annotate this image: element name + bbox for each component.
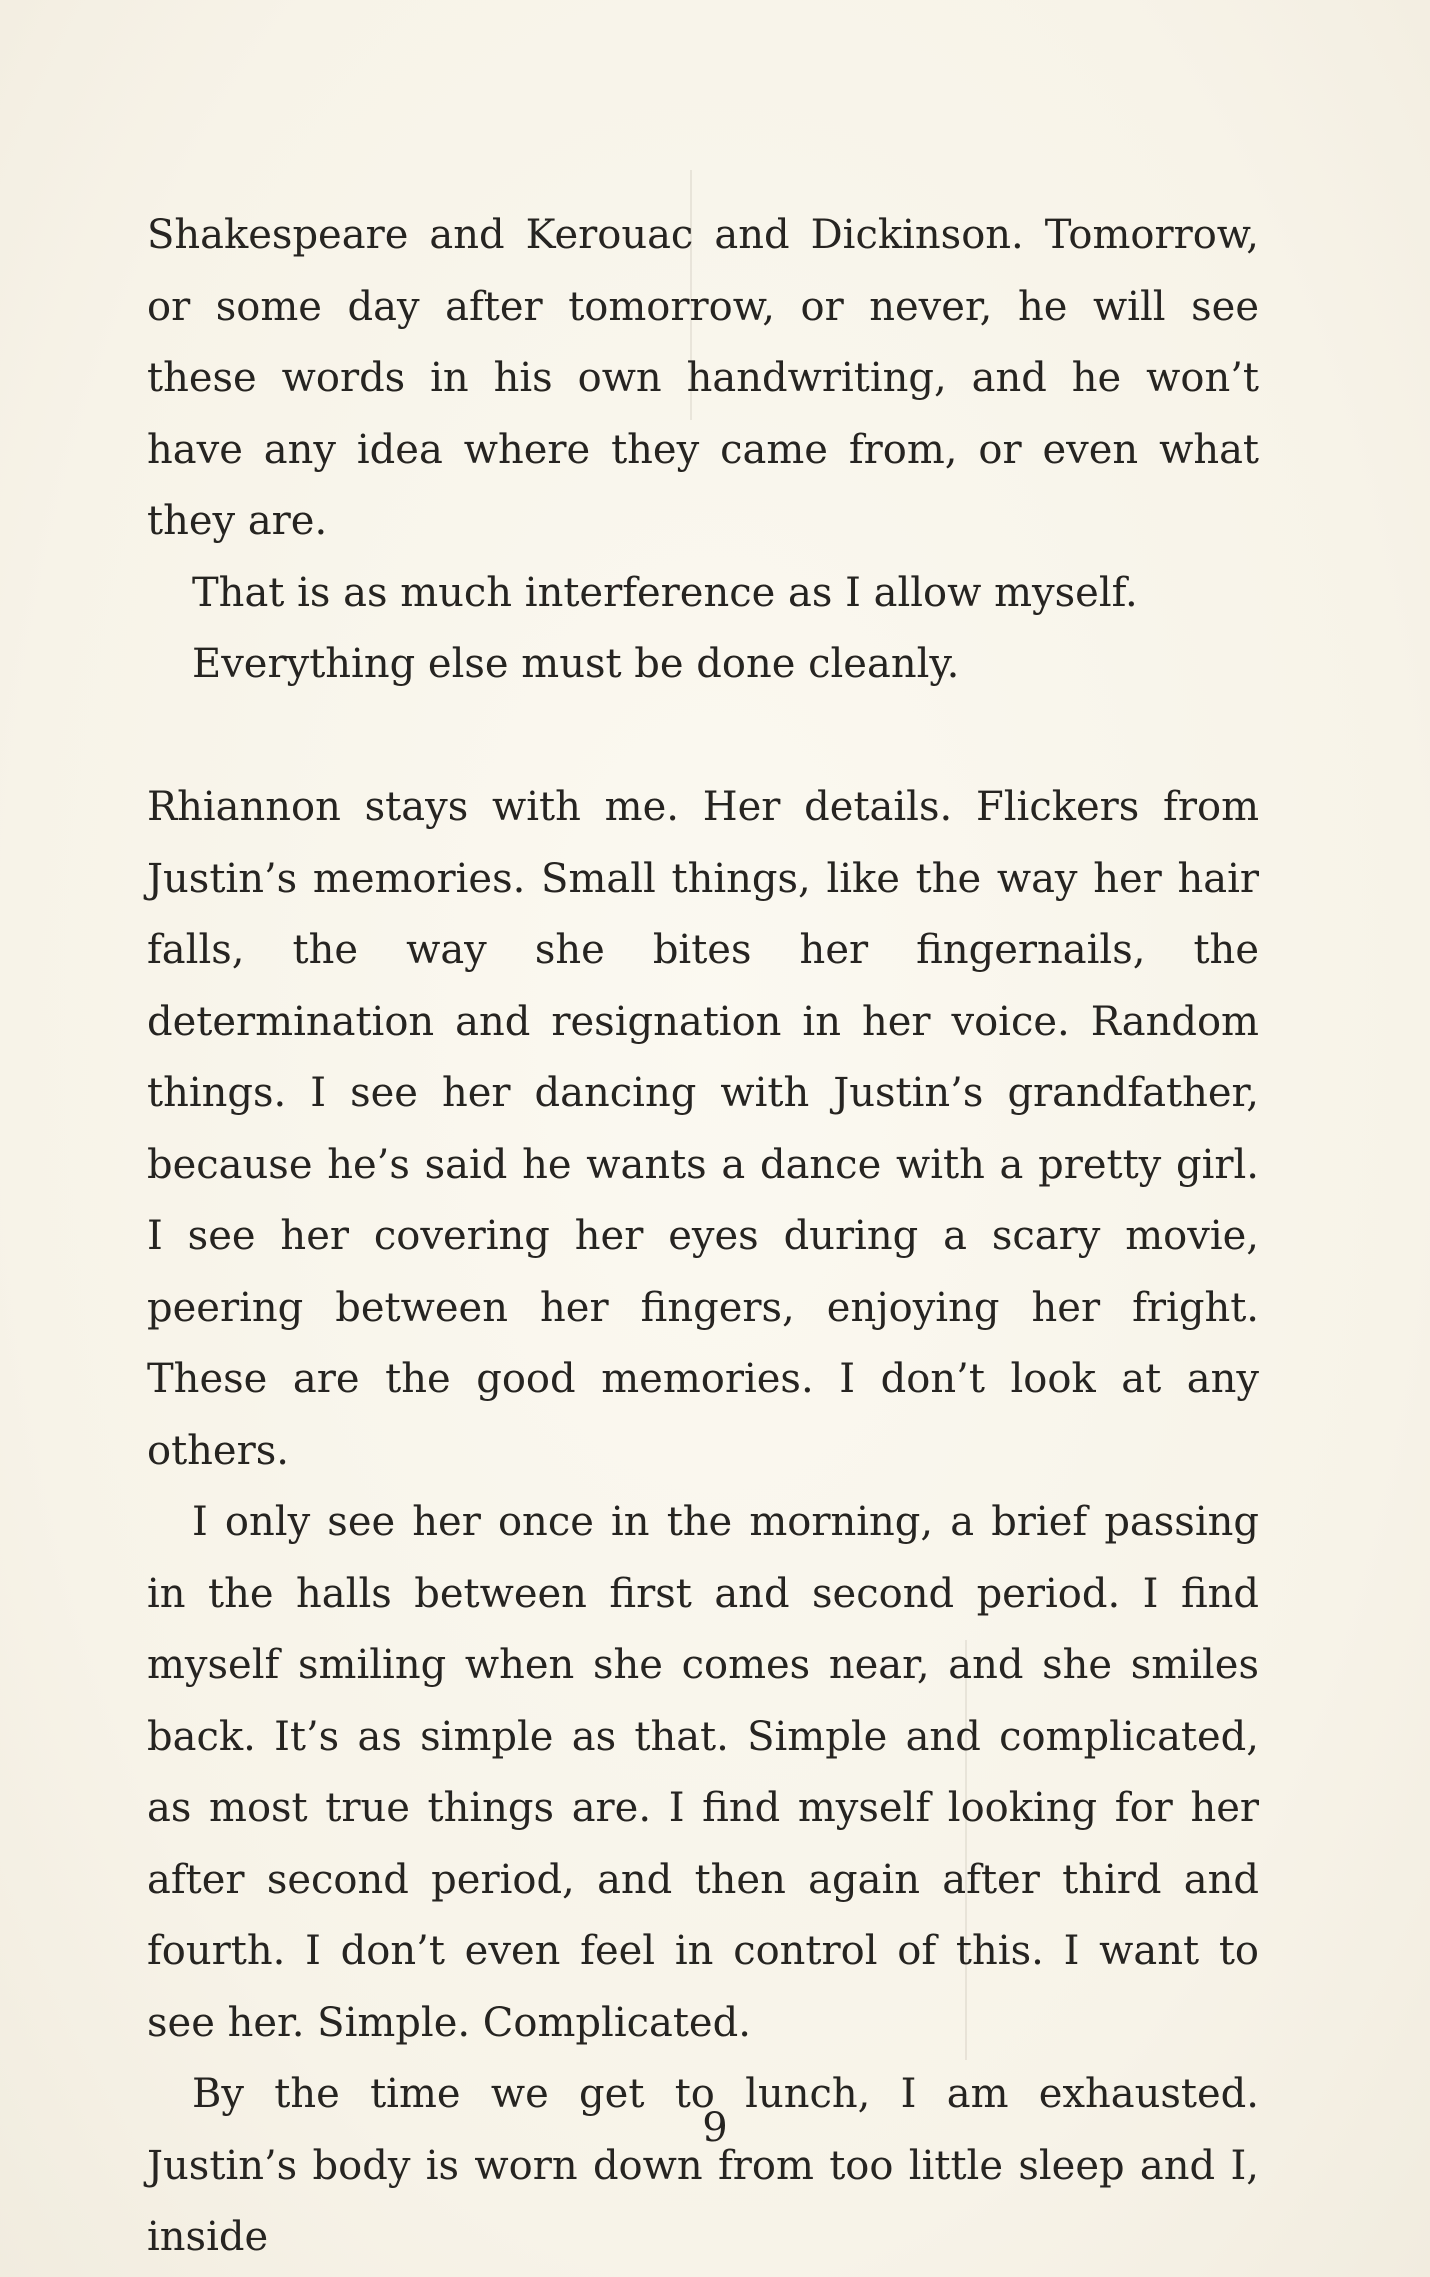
page-number: 9 (702, 2105, 728, 2151)
paragraph: That is as much interference as I allow myself. (192, 569, 1138, 616)
section-break (147, 701, 1259, 773)
paragraph: Everything else must be done cleanly. (192, 641, 960, 687)
body-text (147, 200, 1259, 2274)
paragraph: Rhiannon stays with me. Her details. Flickers from Justin’s memories. Small things, like the way her hair falls, the way she bites her fingernails, the determination and resignation in her voice. Random things. I see her dancing with Justin’s grandfather, because he’s said he wants a dance with a pretty girl. I see her covering her eyes during a scary movie, peering between her fingers, enjoying her fright. These are the good memories. I don’t look at any others. (147, 784, 1259, 1474)
paragraph: Shakespeare and Kerouac and Dickinson. Tomorrow, or some day after tomorrow, or never, he will see these words in his own handwriting, and he won’t have any idea where they came from, or even what they are. (147, 212, 1259, 544)
paragraph: I only see her once in the morning, a brief passing in the halls between first and second period. I find myself smiling when she comes near, and she smiles back. It’s as simple as that. Simple and complicated, as most true things are. I find myself looking for her after second period, and then again after third and fourth. I don’t even feel in control of this. I want to see her. Simple. Complicated. (147, 1499, 1259, 2046)
paragraph: By the time we get to lunch, I am exhausted. Justin’s body is worn down from too little sleep and I, inside (147, 2071, 1259, 2260)
